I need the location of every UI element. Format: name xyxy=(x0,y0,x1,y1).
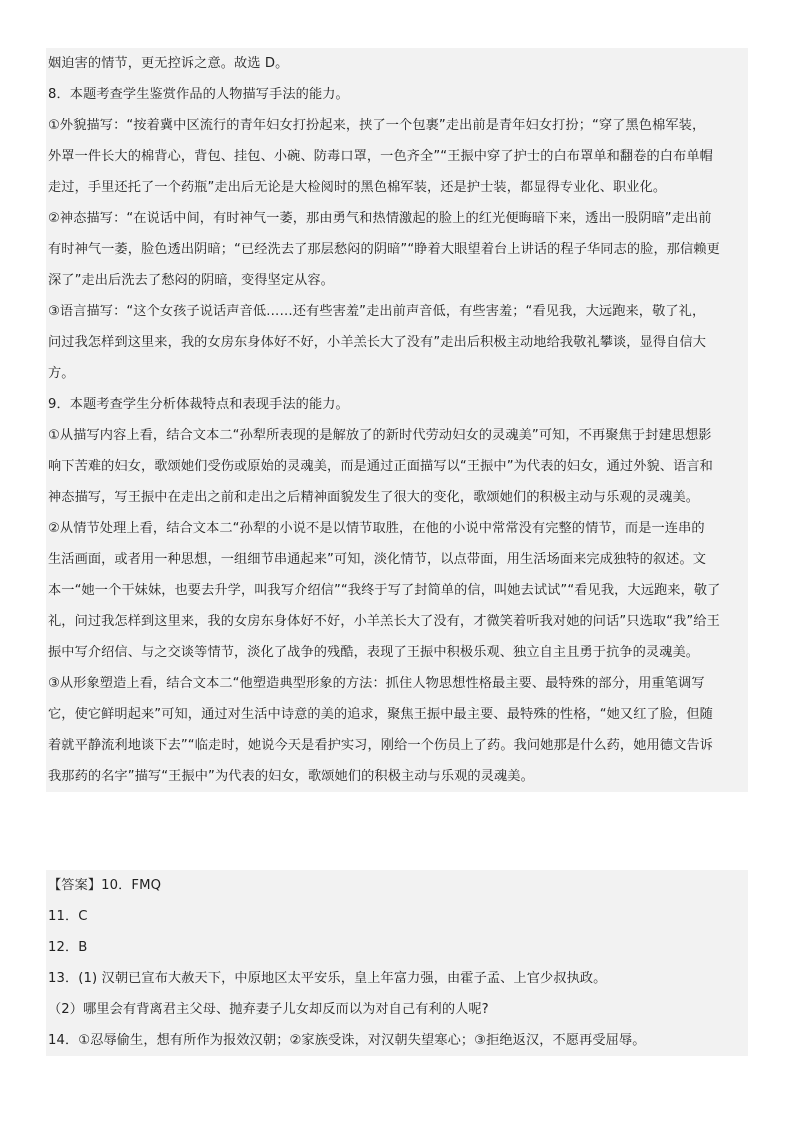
analysis-text-block xyxy=(46,48,748,792)
text-line: 响下苦难的妇女，歌颂她们受伤或原始的灵魂美，而是通过正面描写以“王振中”为代表的妇女，通过外貌、语言和 xyxy=(48,459,713,474)
text-line: 神态描写，写王振中在走出之前和走出之后精神面貌发生了很大的变化，歌颂她们的积极主动与乐观的灵魂美。 xyxy=(48,490,700,505)
text-line: 外罩一件长大的棉背心，背包、挂包、小碗、防毒口罩，一色齐全”“王振中穿了护士的白布罩单和翻卷的白布单帽 xyxy=(48,149,713,164)
text-line: 9．本题考查学生分析体裁特点和表现手法的能力。 xyxy=(48,397,349,412)
text-line: ①外貌描写：“按着冀中区流行的青年妇女打扮起来，挟了一个包裹”走出前是青年妇女打扮；“穿了黑色棉军装， xyxy=(48,118,706,133)
text-line: 深了”走出后洗去了愁闷的阴暗，变得坚定从容。 xyxy=(48,273,334,288)
text-line: ③语言描写：“这个女孩子说话声音低……还有些害羞”走出前声音低，有些害羞；“看见我，大远跑来，敬了礼， xyxy=(48,304,706,319)
answer-line: 14．①忍辱偷生，想有所作为报效汉朝；②家族受诛，对汉朝失望寒心；③拒绝返汉，不愿再受屈辱。 xyxy=(48,1033,646,1048)
text-line: 礼，问过我怎样到这里来，我的女房东身体好不好，小羊羔长大了没有，才微笑着听我对她的问话”只选取“我”给王 xyxy=(48,614,720,629)
text-line: ②神态描写：“在说话中间，有时神气一萎，那由勇气和热情激起的脸上的红光便晦暗下来，透出一股阴暗”走出前 xyxy=(48,211,712,226)
answer-line: （2）哪里会有背离君主父母、抛弃妻子儿女却反而以为对自己有利的人呢? xyxy=(48,1002,489,1017)
answer-text-block xyxy=(46,870,748,1056)
text-line: ③从形象塑造上看，结合文本二“他塑造典型形象的方法：抓住人物思想性格最主要、最特殊的部分，用重笔调写 xyxy=(48,676,705,691)
answer-line: 【答案】10．FMQ xyxy=(48,878,162,893)
text-line: ②从情节处理上看，结合文本二“孙犁的小说不是以情节取胜，在他的小说中常常没有完整的情节，而是一连串的 xyxy=(48,521,705,536)
text-line: ①从描写内容上看，结合文本二“孙犁所表现的是解放了的新时代劳动妇女的灵魂美”可知，不再聚焦于封建思想影 xyxy=(48,428,712,443)
text-line: 有时神气一萎，脸色透出阴暗；“已经洗去了那层愁闷的阴暗”“睁着大眼望着台上讲话的程子华同志的脸，那信赖更 xyxy=(48,242,720,257)
text-line: 生活画面，或者用一种思想，一组细节串通起来”可知，淡化情节，以点带面，用生活场面来完成独特的叙述。文 xyxy=(48,552,707,567)
answer-line: 13．(1) 汉朝已宣布大赦天下，中原地区太平安乐，皇上年富力强，由霍子孟、上官少叔执政。 xyxy=(48,971,607,986)
text-line: 振中写介绍信、与之交谈等情节，淡化了战争的残酷，表现了王振中积极乐观、独立自主且勇于抗争的灵魂美。 xyxy=(48,645,700,660)
text-line: 8．本题考查学生鉴赏作品的人物描写手法的能力。 xyxy=(48,87,349,102)
text-line: 方。 xyxy=(48,366,75,381)
text-line: 它，使它鲜明起来”可知，通过对生活中诗意的美的追求，聚焦王振中最主要、最特殊的性格，“她又红了脸，但随 xyxy=(48,707,713,722)
text-line: 问过我怎样到这里来，我的女房东身体好不好，小羊羔长大了没有”走出后积极主动地给我敬礼攀谈，显得自信大 xyxy=(48,335,707,350)
answer-line: 12．B xyxy=(48,940,88,955)
text-line: 我那药的名字”描写“王振中”为代表的妇女，歌颂她们的积极主动与乐观的灵魂美。 xyxy=(48,769,534,784)
text-line: 走过，手里还托了一个药瓶”走出后无论是大检阅时的黑色棉军装，还是护士装，都显得专业化、职业化。 xyxy=(48,180,667,195)
text-line: 本一“她一个干妹妹，也要去升学，叫我写介绍信”“我终于写了封简单的信，叫她去试试”“看见我，大远跑来，敬了 xyxy=(48,583,721,598)
text-line: 着就平静流利地谈下去”“临走时，她说今天是看护实习，刚给一个伤员上了药。我问她那是什么药，她用德文告诉 xyxy=(48,738,713,753)
text-line: 姻迫害的情节，更无控诉之意。故选 D。 xyxy=(48,56,289,71)
answer-line: 11．C xyxy=(48,909,88,924)
